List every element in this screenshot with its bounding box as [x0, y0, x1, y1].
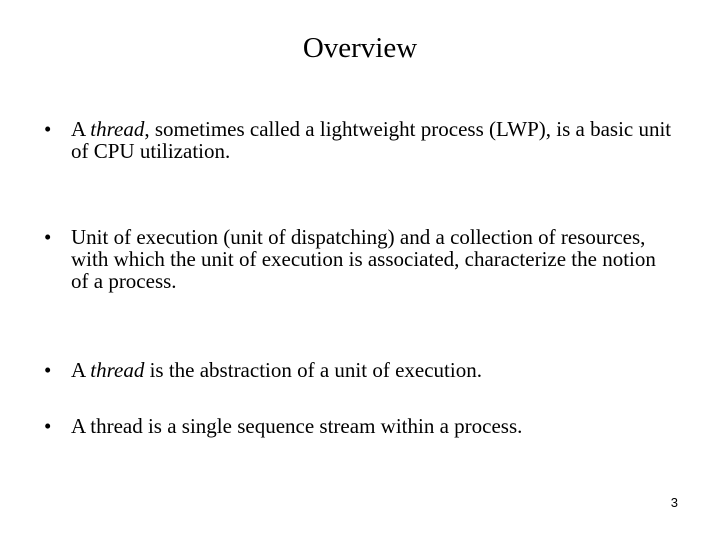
bullet-text-pre: A: [71, 117, 91, 141]
bullet-item: [44, 359, 674, 381]
bullet-item: [44, 118, 674, 162]
bullet-text: [71, 359, 674, 381]
bullet-item: [44, 415, 674, 437]
bullet-text-post: , sometimes called a lightweight process (LWP), is a basic unit of CPU utilization.: [71, 117, 672, 163]
bullet-text-emphasis: thread: [90, 117, 145, 141]
slide-title: Overview: [302, 32, 418, 64]
bullet-text: A thread is a single sequence stream within a process.: [71, 414, 523, 438]
bullet-marker: •: [44, 117, 52, 141]
bullet-text: Unit of execution (unit of dispatching) and a collection of resources, with which the unit of execution is associated, characterize the notion of a process.: [71, 225, 656, 293]
bullet-marker: •: [44, 414, 52, 438]
page-number: 3: [670, 495, 678, 510]
bullet-marker: •: [44, 358, 52, 382]
bullet-text-emphasis: thread: [90, 358, 145, 382]
bullet-text: [71, 118, 674, 162]
bullet-marker: •: [44, 225, 52, 249]
bullet-text-pre: A: [71, 358, 91, 382]
bullet-item: [44, 226, 674, 292]
bullet-text-post: is the abstraction of a unit of execution.: [144, 358, 482, 382]
